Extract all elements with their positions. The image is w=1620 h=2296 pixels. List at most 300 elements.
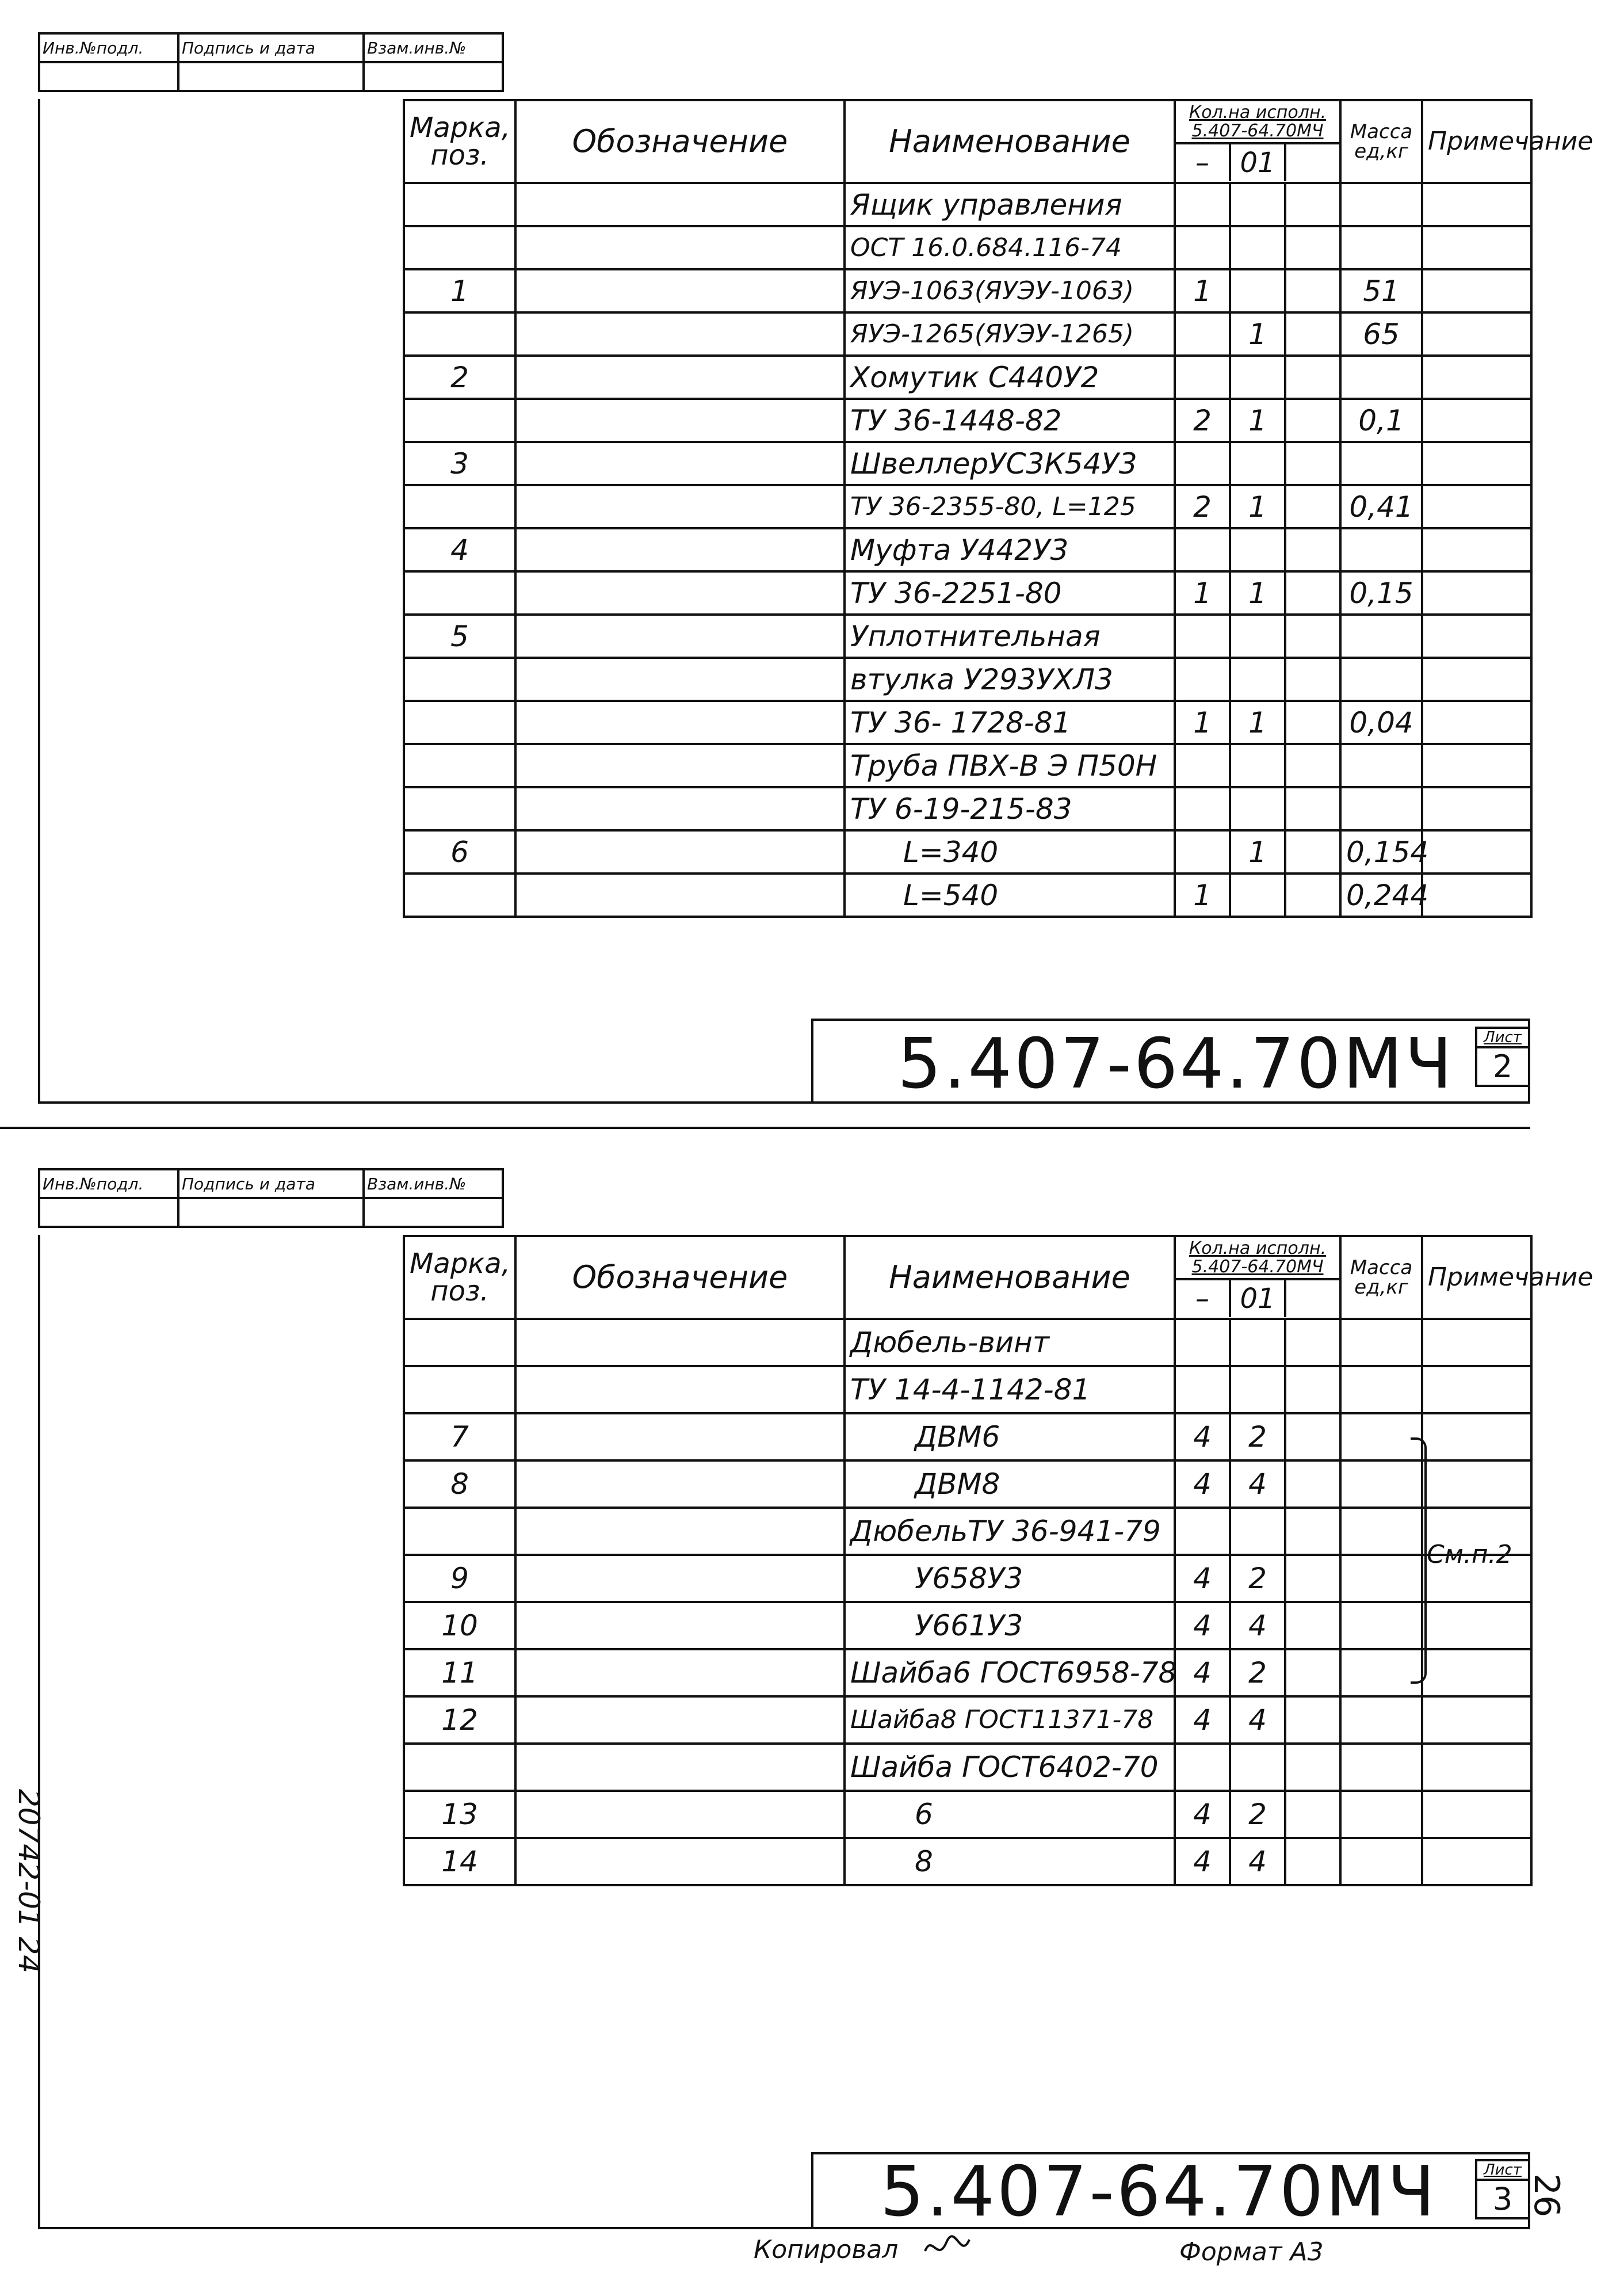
position-cell	[404, 312, 515, 356]
header-mark: Марка, поз.	[404, 100, 515, 183]
note-cell	[1422, 874, 1531, 917]
designation-cell	[515, 312, 845, 356]
name-cell: Муфта У442У3	[845, 528, 1175, 571]
note-cell	[1422, 1460, 1531, 1508]
position-cell	[404, 183, 515, 226]
position-cell: 10	[404, 1602, 515, 1649]
table-row	[404, 356, 1531, 399]
name-cell: 6	[845, 1791, 1175, 1838]
table-row	[404, 744, 1531, 787]
designation-cell	[515, 1744, 845, 1791]
mass-cell	[1340, 658, 1422, 701]
name-cell: 8	[845, 1838, 1175, 1885]
sheet-2-stamp	[38, 1168, 504, 1228]
qty-3-cell	[1285, 1649, 1340, 1696]
header2-qty	[1175, 1236, 1340, 1319]
qty-1-cell: 4	[1175, 1838, 1230, 1885]
sheet-1-code: 5.407-64.70МЧ	[897, 1024, 1455, 1104]
name-cell: Уплотнительная	[845, 615, 1175, 658]
table-row	[404, 1555, 1531, 1602]
sheet-separator	[0, 1127, 1530, 1129]
position-cell	[404, 1366, 515, 1413]
qty-1-cell: 4	[1175, 1696, 1230, 1744]
designation-cell	[515, 269, 845, 312]
position-cell: 5	[404, 615, 515, 658]
qty-1-cell: 2	[1175, 485, 1230, 528]
qty-2-cell	[1230, 744, 1285, 787]
header-qty-col1: –	[1176, 144, 1231, 181]
table-row	[404, 701, 1531, 744]
note-cell	[1422, 1319, 1531, 1366]
name-cell: ЯУЭ-1265(ЯУЭУ-1265)	[845, 312, 1175, 356]
table-row	[404, 615, 1531, 658]
qty-2-cell	[1230, 1366, 1285, 1413]
sheet-1-list-box	[1475, 1027, 1530, 1087]
qty-1-cell: 4	[1175, 1413, 1230, 1460]
qty-2-cell: 2	[1230, 1413, 1285, 1460]
position-cell: 12	[404, 1696, 515, 1744]
qty-1-cell	[1175, 1319, 1230, 1366]
mass-cell	[1340, 787, 1422, 830]
header2-name: Наименование	[845, 1236, 1175, 1319]
stamp-zam-label: Взам.инв.№	[364, 33, 503, 62]
qty-3-cell	[1285, 874, 1340, 917]
mass-cell: 0,41	[1340, 485, 1422, 528]
header-note: Примечание	[1422, 100, 1531, 183]
position-cell: 9	[404, 1555, 515, 1602]
table-row	[404, 658, 1531, 701]
name-cell: ДВМ8	[845, 1460, 1175, 1508]
note-cell	[1422, 183, 1531, 226]
sheet-1-spec-table	[403, 99, 1594, 918]
qty-2-cell	[1230, 356, 1285, 399]
qty-2-cell	[1230, 787, 1285, 830]
name-cell: Шайба ГОСТ6402-70	[845, 1744, 1175, 1791]
name-cell: ТУ 36- 1728-81	[845, 701, 1175, 744]
sheet-2-list-number: 3	[1477, 2179, 1528, 2217]
qty-2-cell	[1230, 615, 1285, 658]
note-cell	[1422, 701, 1531, 744]
qty-1-cell: 4	[1175, 1649, 1230, 1696]
qty-1-cell	[1175, 226, 1230, 269]
table-row	[404, 1413, 1531, 1460]
stamp-inv-value	[39, 62, 178, 91]
position-cell: 8	[404, 1460, 515, 1508]
designation-cell	[515, 1791, 845, 1838]
table-row	[404, 571, 1531, 615]
header2-designation: Обозначение	[515, 1236, 845, 1319]
qty-2-cell: 4	[1230, 1602, 1285, 1649]
position-cell	[404, 658, 515, 701]
table-row	[404, 226, 1531, 269]
position-cell	[404, 787, 515, 830]
mass-cell	[1340, 1366, 1422, 1413]
qty-2-cell: 2	[1230, 1649, 1285, 1696]
position-cell	[404, 1508, 515, 1555]
stamp2-zam-value	[364, 1198, 503, 1227]
sheet-2-list-label: Лист	[1484, 2161, 1522, 2179]
qty-3-cell	[1285, 312, 1340, 356]
name-cell: Дюбель-винт	[845, 1319, 1175, 1366]
qty-3-cell	[1285, 1744, 1340, 1791]
designation-cell	[515, 442, 845, 485]
qty-2-cell: 1	[1230, 399, 1285, 442]
mass-cell	[1340, 1460, 1422, 1508]
header2-note: Примечание	[1422, 1236, 1531, 1319]
note-cell	[1422, 356, 1531, 399]
qty-2-cell	[1230, 269, 1285, 312]
qty-3-cell	[1285, 183, 1340, 226]
sheet-2-spec-table	[403, 1235, 1594, 1886]
name-cell: ЯУЭ-1063(ЯУЭУ-1063)	[845, 269, 1175, 312]
copied-by: Копировал	[754, 2235, 899, 2264]
mass-cell: 0,04	[1340, 701, 1422, 744]
qty-1-cell	[1175, 1508, 1230, 1555]
header2-qty-col1: –	[1176, 1280, 1231, 1317]
header-qty-col2: 01	[1231, 144, 1286, 181]
qty-3-cell	[1285, 1319, 1340, 1366]
note-cell	[1422, 1791, 1531, 1838]
table-row	[404, 1791, 1531, 1838]
position-cell: 3	[404, 442, 515, 485]
sheet-1-list-label: Лист	[1484, 1029, 1522, 1046]
qty-2-cell: 1	[1230, 312, 1285, 356]
sheet-2-list-box	[1475, 2159, 1530, 2219]
position-cell	[404, 701, 515, 744]
mass-cell	[1340, 1744, 1422, 1791]
name-cell: У658У3	[845, 1555, 1175, 1602]
header-name: Наименование	[845, 100, 1175, 183]
note-cell	[1422, 399, 1531, 442]
qty-3-cell	[1285, 1696, 1340, 1744]
mass-cell	[1340, 1838, 1422, 1885]
header-qty	[1175, 100, 1340, 183]
note-cell	[1422, 1602, 1531, 1649]
qty-3-cell	[1285, 442, 1340, 485]
name-cell: Ящик управления	[845, 183, 1175, 226]
mass-cell: 0,1	[1340, 399, 1422, 442]
mass-cell	[1340, 183, 1422, 226]
qty-3-cell	[1285, 787, 1340, 830]
note-cell	[1422, 1744, 1531, 1791]
mass-cell	[1340, 1791, 1422, 1838]
table-row	[404, 442, 1531, 485]
name-cell: ОСТ 16.0.684.116-74	[845, 226, 1175, 269]
qty-3-cell	[1285, 1555, 1340, 1602]
header2-qty-col2: 01	[1231, 1280, 1286, 1317]
designation-cell	[515, 528, 845, 571]
qty-3-cell	[1285, 485, 1340, 528]
mass-cell	[1340, 615, 1422, 658]
name-cell: L=540	[845, 874, 1175, 917]
header-designation: Обозначение	[515, 100, 845, 183]
qty-2-cell: 4	[1230, 1460, 1285, 1508]
qty-1-cell: 4	[1175, 1555, 1230, 1602]
mass-cell	[1340, 744, 1422, 787]
table-row	[404, 399, 1531, 442]
qty-2-cell: 2	[1230, 1555, 1285, 1602]
position-cell: 2	[404, 356, 515, 399]
qty-3-cell	[1285, 1791, 1340, 1838]
note-cell	[1422, 571, 1531, 615]
position-cell	[404, 1744, 515, 1791]
position-cell: 14	[404, 1838, 515, 1885]
table-row	[404, 1460, 1531, 1508]
table-row	[404, 183, 1531, 226]
qty-1-cell	[1175, 830, 1230, 874]
qty-2-cell	[1230, 658, 1285, 701]
note-cell	[1422, 528, 1531, 571]
note-cell	[1422, 485, 1531, 528]
designation-cell	[515, 356, 845, 399]
qty-2-cell	[1230, 1508, 1285, 1555]
designation-cell	[515, 571, 845, 615]
designation-cell	[515, 787, 845, 830]
qty-2-cell: 4	[1230, 1838, 1285, 1885]
stamp-sign-value	[178, 62, 364, 91]
mass-cell: 0,244	[1340, 874, 1422, 917]
name-cell: ТУ 36-1448-82	[845, 399, 1175, 442]
name-cell: ДВМ6	[845, 1413, 1175, 1460]
name-cell: ШвеллерУС3К54У3	[845, 442, 1175, 485]
qty-1-cell	[1175, 183, 1230, 226]
page-number: 26	[1526, 2173, 1567, 2218]
mass-cell: 0,154	[1340, 830, 1422, 874]
qty-2-cell	[1230, 226, 1285, 269]
format-label: Формат А3	[1179, 2237, 1324, 2267]
designation-cell	[515, 1696, 845, 1744]
stamp2-inv-value	[39, 1198, 178, 1227]
mass-cell	[1340, 1696, 1422, 1744]
table-row	[404, 830, 1531, 874]
qty-3-cell	[1285, 658, 1340, 701]
stamp2-sign-label: Подпись и дата	[178, 1169, 364, 1198]
position-cell: 13	[404, 1791, 515, 1838]
qty-1-cell: 4	[1175, 1602, 1230, 1649]
table-row	[404, 1649, 1531, 1696]
stamp-inv-label: Инв.№подл.	[39, 33, 178, 62]
designation-cell	[515, 1508, 845, 1555]
note-brace	[1411, 1437, 1427, 1684]
mass-cell	[1340, 1413, 1422, 1460]
table-row	[404, 1366, 1531, 1413]
qty-1-cell	[1175, 442, 1230, 485]
designation-cell	[515, 658, 845, 701]
qty-1-cell: 1	[1175, 701, 1230, 744]
note-cell	[1422, 1413, 1531, 1460]
table-row	[404, 485, 1531, 528]
table-row	[404, 312, 1531, 356]
qty-1-cell	[1175, 744, 1230, 787]
qty-2-cell	[1230, 1744, 1285, 1791]
qty-1-cell: 4	[1175, 1460, 1230, 1508]
qty-2-cell: 1	[1230, 701, 1285, 744]
name-cell: втулка У293УХЛ3	[845, 658, 1175, 701]
designation-cell	[515, 1366, 845, 1413]
qty-3-cell	[1285, 701, 1340, 744]
note-cell	[1422, 442, 1531, 485]
qty-1-cell	[1175, 312, 1230, 356]
table-row	[404, 1319, 1531, 1366]
note-reference: См.п.2	[1427, 1540, 1512, 1569]
header-mass: Масса ед,кг	[1340, 100, 1422, 183]
note-cell	[1422, 226, 1531, 269]
qty-3-cell	[1285, 226, 1340, 269]
qty-1-cell	[1175, 787, 1230, 830]
name-cell: Шайба6 ГОСТ6958-78	[845, 1649, 1175, 1696]
position-cell	[404, 744, 515, 787]
header2-mark: Марка, поз.	[404, 1236, 515, 1319]
position-cell	[404, 485, 515, 528]
qty-2-cell: 1	[1230, 485, 1285, 528]
designation-cell	[515, 615, 845, 658]
mass-cell	[1340, 442, 1422, 485]
designation-cell	[515, 1413, 845, 1460]
table-row	[404, 1838, 1531, 1885]
name-cell: ТУ 6-19-215-83	[845, 787, 1175, 830]
position-cell	[404, 226, 515, 269]
qty-2-cell: 2	[1230, 1791, 1285, 1838]
designation-cell	[515, 399, 845, 442]
position-cell	[404, 874, 515, 917]
qty-1-cell: 1	[1175, 269, 1230, 312]
qty-1-cell	[1175, 658, 1230, 701]
qty-1-cell: 1	[1175, 874, 1230, 917]
mass-cell: 65	[1340, 312, 1422, 356]
table-row	[404, 874, 1531, 917]
stamp2-zam-label: Взам.инв.№	[364, 1169, 503, 1198]
note-cell	[1422, 658, 1531, 701]
qty-1-cell	[1175, 615, 1230, 658]
note-cell	[1422, 1649, 1531, 1696]
mass-cell	[1340, 1319, 1422, 1366]
sheet-2-code: 5.407-64.70МЧ	[880, 2152, 1438, 2232]
designation-cell	[515, 183, 845, 226]
qty-1-cell	[1175, 1366, 1230, 1413]
mass-cell	[1340, 1602, 1422, 1649]
note-cell	[1422, 312, 1531, 356]
qty-3-cell	[1285, 399, 1340, 442]
name-cell: Шайба8 ГОСТ11371-78	[845, 1696, 1175, 1744]
designation-cell	[515, 485, 845, 528]
qty-2-cell	[1230, 528, 1285, 571]
qty-2-cell	[1230, 874, 1285, 917]
header-qty-title: Кол.на исполн. 5.407-64.70МЧ	[1189, 102, 1327, 141]
name-cell: Труба ПВХ-В Э П50Н	[845, 744, 1175, 787]
qty-3-cell	[1285, 830, 1340, 874]
qty-1-cell	[1175, 356, 1230, 399]
qty-3-cell	[1285, 1366, 1340, 1413]
mass-cell: 51	[1340, 269, 1422, 312]
mass-cell	[1340, 356, 1422, 399]
qty-1-cell: 1	[1175, 571, 1230, 615]
note-cell	[1422, 615, 1531, 658]
qty-3-cell	[1285, 1838, 1340, 1885]
designation-cell	[515, 226, 845, 269]
qty-3-cell	[1285, 744, 1340, 787]
table-row	[404, 1744, 1531, 1791]
designation-cell	[515, 701, 845, 744]
table-row	[404, 787, 1531, 830]
copied-signature	[920, 2228, 972, 2275]
name-cell: ТУ 36-2251-80	[845, 571, 1175, 615]
table-row	[404, 1602, 1531, 1649]
qty-2-cell	[1230, 1319, 1285, 1366]
stamp-sign-label: Подпись и дата	[178, 33, 364, 62]
note-cell	[1422, 1838, 1531, 1885]
table-row	[404, 1696, 1531, 1744]
header2-qty-title: Кол.на исполн. 5.407-64.70МЧ	[1189, 1238, 1327, 1277]
qty-3-cell	[1285, 1460, 1340, 1508]
name-cell: ТУ 36-2355-80, L=125	[845, 485, 1175, 528]
qty-1-cell: 4	[1175, 1791, 1230, 1838]
qty-3-cell	[1285, 1413, 1340, 1460]
mass-cell: 0,15	[1340, 571, 1422, 615]
note-cell	[1422, 744, 1531, 787]
stamp2-inv-label: Инв.№подл.	[39, 1169, 178, 1198]
position-cell: 1	[404, 269, 515, 312]
name-cell: Хомутик С440У2	[845, 356, 1175, 399]
sheet-1-list-number: 2	[1477, 1046, 1528, 1085]
table-row	[404, 269, 1531, 312]
mass-cell	[1340, 226, 1422, 269]
qty-2-cell: 4	[1230, 1696, 1285, 1744]
designation-cell	[515, 1838, 845, 1885]
header2-mass: Масса ед,кг	[1340, 1236, 1422, 1319]
name-cell: ДюбельТУ 36-941-79	[845, 1508, 1175, 1555]
qty-1-cell: 2	[1175, 399, 1230, 442]
note-cell	[1422, 1366, 1531, 1413]
designation-cell	[515, 1460, 845, 1508]
position-cell	[404, 399, 515, 442]
qty-1-cell	[1175, 528, 1230, 571]
position-cell	[404, 571, 515, 615]
qty-1-cell	[1175, 1744, 1230, 1791]
stamp-zam-value	[364, 62, 503, 91]
note-cell	[1422, 1696, 1531, 1744]
qty-3-cell	[1285, 528, 1340, 571]
designation-cell	[515, 744, 845, 787]
designation-cell	[515, 1602, 845, 1649]
name-cell: ТУ 14-4-1142-81	[845, 1366, 1175, 1413]
name-cell: L=340	[845, 830, 1175, 874]
qty-2-cell: 1	[1230, 830, 1285, 874]
qty-3-cell	[1285, 1508, 1340, 1555]
qty-3-cell	[1285, 356, 1340, 399]
note-cell	[1422, 269, 1531, 312]
table-row	[404, 1508, 1531, 1555]
designation-cell	[515, 1555, 845, 1602]
position-cell	[404, 1319, 515, 1366]
mass-cell	[1340, 528, 1422, 571]
designation-cell	[515, 1319, 845, 1366]
note-cell	[1422, 787, 1531, 830]
qty-3-cell	[1285, 571, 1340, 615]
name-cell: У661У3	[845, 1602, 1175, 1649]
mass-cell	[1340, 1508, 1422, 1555]
qty-3-cell	[1285, 615, 1340, 658]
sheet-1-stamp	[38, 32, 504, 92]
qty-2-cell	[1230, 183, 1285, 226]
qty-3-cell	[1285, 1602, 1340, 1649]
mass-cell	[1340, 1555, 1422, 1602]
qty-2-cell	[1230, 442, 1285, 485]
table-row	[404, 528, 1531, 571]
position-cell: 6	[404, 830, 515, 874]
spec2-header-row	[404, 1236, 1531, 1319]
mass-cell	[1340, 1649, 1422, 1696]
note-cell	[1422, 830, 1531, 874]
